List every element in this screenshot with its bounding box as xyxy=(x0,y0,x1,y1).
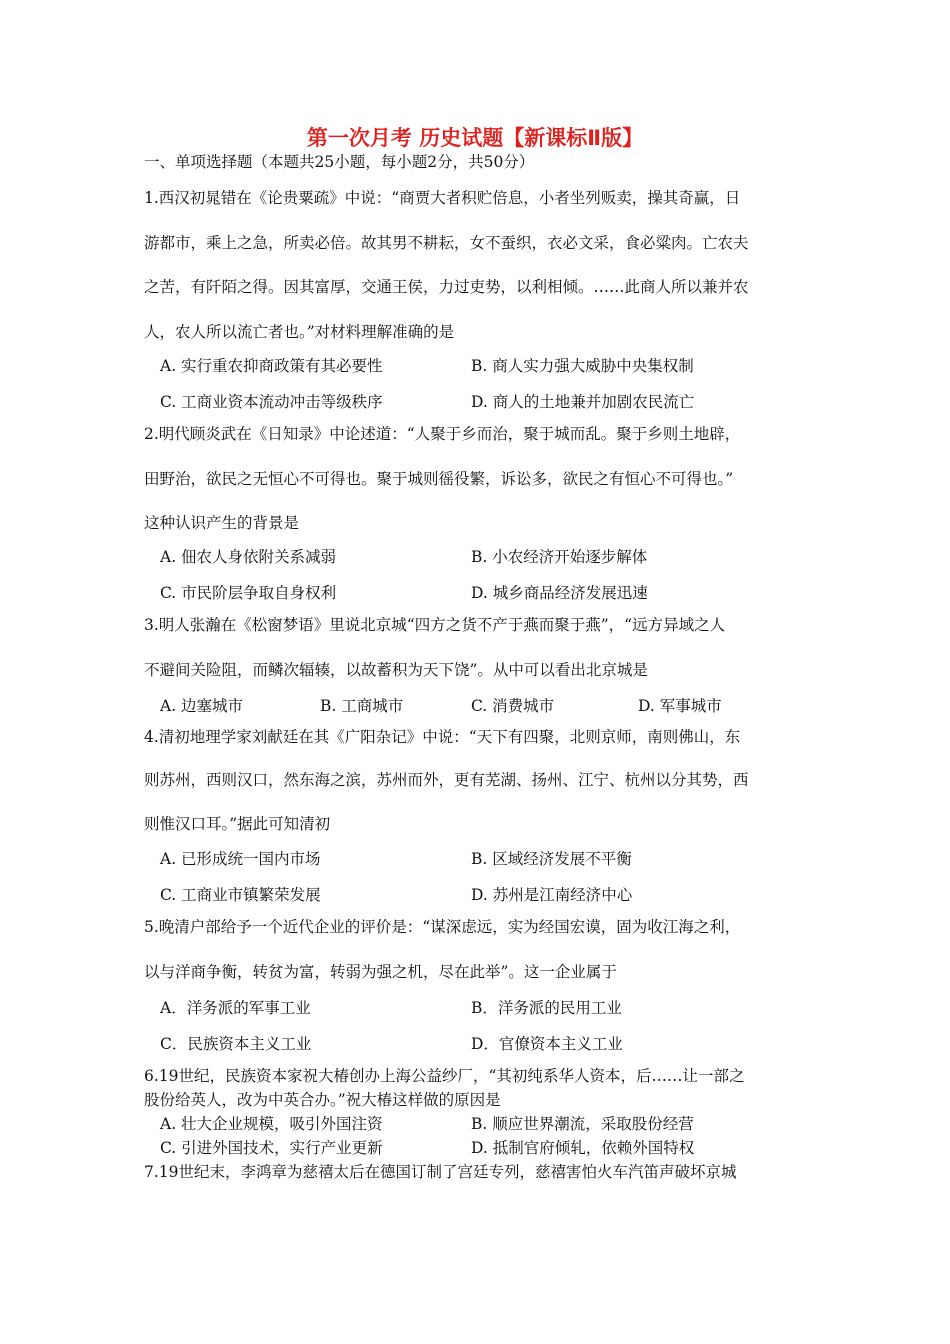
question-2-line-2: 田野治，欲民之无恒心不可得也。聚于城则徭役繁，诉讼多，欲民之有恒心不可得也。” xyxy=(144,470,734,488)
question-4-line-3: 则惟汉口耳。”据此可知清初 xyxy=(144,815,331,833)
question-2-option-b: B. 小农经济开始逐步解体 xyxy=(471,548,648,566)
question-4-line-2: 则苏州，西则汉口，然东海之滨，苏州而外，更有芜湖、扬州、江宁、杭州以分其势，西 xyxy=(144,771,749,789)
exam-title: 第一次月考 历史试题【新课标Ⅱ版】 xyxy=(306,126,644,150)
question-6-option-a: A. 壮大企业规模，吸引外国注资 xyxy=(160,1115,383,1133)
question-1-option-d: D. 商人的土地兼并加剧农民流亡 xyxy=(471,393,695,411)
question-2-line-1: 2.明代顾炎武在《日知录》中论述道：“人聚于乡而治，聚于城而乱。聚于乡则土地辟， xyxy=(144,425,741,443)
question-2-line-3: 这种认识产生的背景是 xyxy=(144,514,300,532)
question-5-line-2: 以与洋商争衡，转贫为富，转弱为强之机，尽在此举”。这一企业属于 xyxy=(144,963,617,981)
question-3-option-c: C. 消费城市 xyxy=(471,697,555,715)
question-3-line-2: 不避间关险阻，而鳞次辐辏，以故蓄积为天下饶”。从中可以看出北京城是 xyxy=(144,661,648,679)
question-7-line-1: 7.19世纪末，李鸿章为慈禧太后在德国订制了宫廷专列，慈禧害怕火车汽笛声破坏京城 xyxy=(144,1163,737,1181)
question-5-option-b: B．洋务派的民用工业 xyxy=(471,999,622,1017)
question-3-line-1: 3.明人张瀚在《松窗梦语》里说北京城“四方之货不产于燕而聚于燕”，“远方异域之人 xyxy=(144,616,726,634)
question-4-line-1: 4.清初地理学家刘献廷在其《广阳杂记》中说：“天下有四聚，北则京师，南则佛山，东 xyxy=(144,728,741,746)
question-5-option-c: C．民族资本主义工业 xyxy=(160,1035,312,1053)
question-6-line-1: 6.19世纪，民族资本家祝大椿创办上海公益纱厂，“其初纯系华人资本，后……让一部之 xyxy=(144,1067,745,1085)
question-1-option-b: B. 商人实力强大威胁中央集权制 xyxy=(471,357,694,375)
question-2-option-a: A. 佃农人身依附关系减弱 xyxy=(160,548,337,566)
question-3-option-a: A. 边塞城市 xyxy=(160,697,244,715)
section-header: 一、单项选择题（本题共25小题，每小题2分，共50分） xyxy=(144,153,535,171)
question-6-option-c: C. 引进外国技术，实行产业更新 xyxy=(160,1139,383,1157)
question-5-line-1: 5.晚清户部给予一个近代企业的评价是：“谋深虑远，实为经国宏谟，固为收江海之利， xyxy=(144,918,741,936)
question-4-option-b: B. 区域经济发展不平衡 xyxy=(471,850,632,868)
question-3-option-d: D. 军事城市 xyxy=(638,697,722,715)
question-6-line-2: 股份给英人，改为中英合办。”祝大椿这样做的原因是 xyxy=(144,1091,501,1109)
question-1-option-a: A. 实行重农抑商政策有其必要性 xyxy=(160,357,383,375)
question-6-option-d: D. 抵制官府倾轧，依赖外国特权 xyxy=(471,1139,695,1157)
question-5-option-d: D．官僚资本主义工业 xyxy=(471,1035,623,1053)
question-1-line-3: 之苦，有阡陌之得。因其富厚，交通王侯，力过吏势，以利相倾。……此商人所以兼并农 xyxy=(144,278,749,296)
question-4-option-d: D. 苏州是江南经济中心 xyxy=(471,886,633,904)
question-2-option-c: C. 市民阶层争取自身权利 xyxy=(160,584,337,602)
question-3-option-b: B. 工商城市 xyxy=(320,697,404,715)
question-1-line-1: 1.西汉初晁错在《论贵粟疏》中说：“商贾大者积贮倍息，小者坐列贩卖，操其奇赢，日 xyxy=(144,189,741,207)
question-6-option-b: B. 顺应世界潮流，采取股份经营 xyxy=(471,1115,694,1133)
question-5-option-a: A．洋务派的军事工业 xyxy=(160,999,311,1017)
question-1-line-2: 游都市，乘上之急，所卖必倍。故其男不耕耘，女不蚕织，衣必文采，食必粱肉。亡农夫 xyxy=(144,234,749,252)
question-4-option-c: C. 工商业市镇繁荣发展 xyxy=(160,886,321,904)
question-1-option-c: C. 工商业资本流动冲击等级秩序 xyxy=(160,393,383,411)
question-2-option-d: D. 城乡商品经济发展迅速 xyxy=(471,584,648,602)
question-4-option-a: A. 已形成统一国内市场 xyxy=(160,850,321,868)
question-1-line-4: 人，农人所以流亡者也。”对材料理解准确的是 xyxy=(144,323,455,341)
